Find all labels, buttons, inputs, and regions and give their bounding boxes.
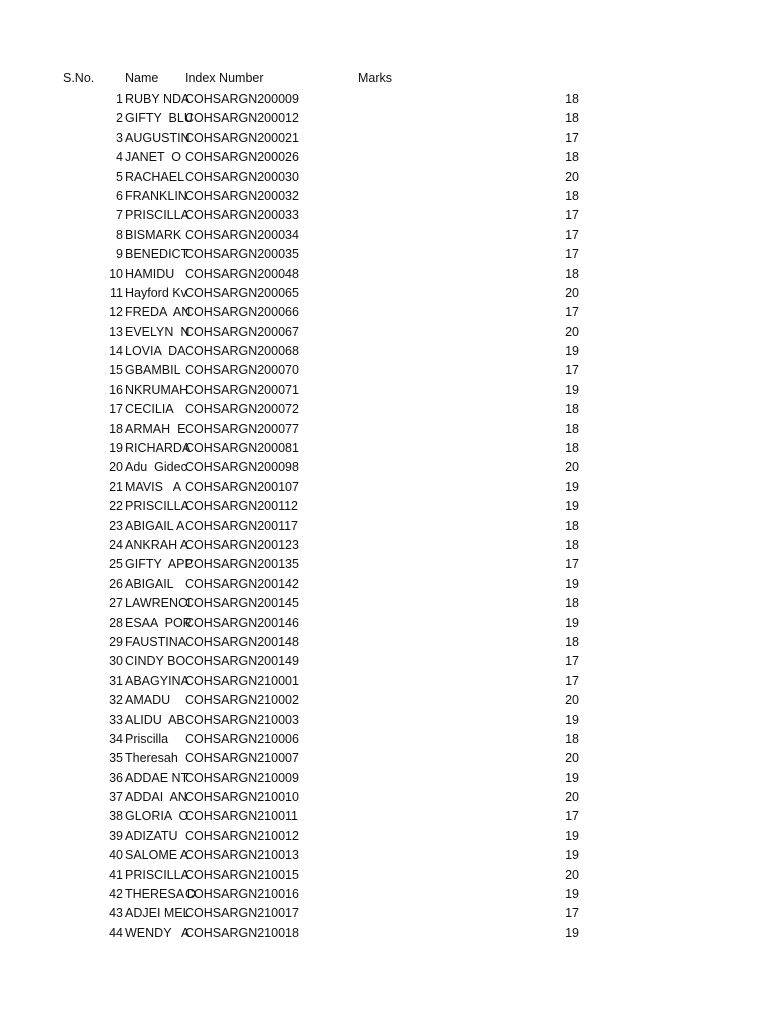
row-sno: 21 (109, 479, 123, 494)
table-row (0, 90, 768, 109)
table-row (0, 109, 768, 128)
row-sno: 41 (109, 867, 123, 882)
table-row (0, 342, 768, 361)
row-index-number: COHSARGN210002 (185, 693, 299, 708)
row-marks: 18 (565, 188, 579, 203)
row-marks: 17 (565, 809, 579, 824)
row-index-number: COHSARGN200098 (185, 460, 299, 475)
table-row (0, 303, 768, 322)
row-name: SALOME A (125, 848, 189, 863)
table-row (0, 206, 768, 225)
table-row (0, 323, 768, 342)
table-row (0, 517, 768, 536)
row-name: LAWRENCI (125, 596, 191, 611)
row-index-number: COHSARGN200032 (185, 188, 299, 203)
row-index-number: COHSARGN200135 (185, 557, 299, 572)
table-row (0, 846, 768, 865)
row-sno: 24 (109, 537, 123, 552)
row-sno: 15 (109, 363, 123, 378)
row-marks: 20 (565, 751, 579, 766)
row-sno: 30 (109, 654, 123, 669)
row-name: Adu Gidec (125, 460, 187, 475)
row-sno: 29 (109, 634, 123, 649)
table-row (0, 691, 768, 710)
row-sno: 35 (109, 751, 123, 766)
row-name: AUGUSTIN (125, 130, 190, 145)
row-name: AMADU (125, 693, 171, 708)
table-row (0, 187, 768, 206)
row-sno: 37 (109, 790, 123, 805)
row-name: GIFTY BLU (125, 111, 193, 126)
table-row (0, 885, 768, 904)
row-name: MAVIS A (125, 479, 182, 494)
table-row (0, 129, 768, 148)
row-name: ADDAE NT (125, 770, 189, 785)
row-index-number: COHSARGN200009 (185, 92, 299, 106)
table-row (0, 652, 768, 671)
row-marks: 19 (565, 848, 579, 863)
table-row (0, 226, 768, 245)
row-index-number: COHSARGN210011 (185, 809, 299, 824)
row-marks: 20 (565, 460, 579, 475)
row-index-number: COHSARGN200071 (185, 382, 299, 397)
row-sno: 4 (116, 150, 123, 165)
row-index-number: COHSARGN210010 (185, 790, 299, 805)
row-sno: 9 (116, 247, 123, 262)
table-row (0, 361, 768, 380)
row-sno: 33 (109, 712, 123, 727)
row-marks: 17 (565, 557, 579, 572)
row-sno: 42 (109, 887, 123, 902)
row-name: GLORIA O (125, 809, 189, 824)
row-sno: 43 (109, 906, 123, 921)
row-marks: 19 (565, 828, 579, 843)
row-marks: 17 (565, 130, 579, 145)
table-row (0, 924, 768, 943)
row-index-number: COHSARGN200145 (185, 596, 299, 611)
row-sno: 5 (116, 169, 123, 184)
row-sno: 16 (109, 382, 123, 397)
row-index-number: COHSARGN210012 (185, 828, 299, 843)
table-row (0, 381, 768, 400)
row-sno: 28 (109, 615, 123, 630)
row-name: ALIDU AB (125, 712, 185, 727)
row-name: WENDY A (125, 925, 190, 940)
row-marks: 20 (565, 693, 579, 708)
row-name: ADJEI MEL (125, 906, 190, 921)
table-row (0, 168, 768, 187)
row-index-number: COHSARGN200065 (185, 285, 299, 300)
header-marks: Marks (358, 71, 393, 85)
row-marks: 20 (565, 790, 579, 805)
row-sno: 38 (109, 809, 123, 824)
row-index-number: COHSARGN210013 (185, 848, 299, 863)
row-name: THERESA D (125, 887, 196, 902)
row-name: PRISCILLA (125, 867, 189, 882)
row-index-number: COHSARGN200070 (185, 363, 299, 378)
row-name: ADDAI AN (125, 790, 187, 805)
row-index-number: COHSARGN200148 (185, 634, 299, 649)
row-name: PRISCILLA (125, 208, 189, 223)
row-marks: 19 (565, 576, 579, 591)
row-marks: 18 (565, 92, 579, 106)
row-index-number: COHSARGN200149 (185, 654, 299, 669)
row-name: RUBY NDA (125, 92, 190, 106)
row-sno: 14 (109, 344, 123, 359)
row-sno: 27 (109, 596, 123, 611)
table-row (0, 265, 768, 284)
row-marks: 17 (565, 673, 579, 688)
row-sno: 31 (109, 673, 123, 688)
table-row (0, 420, 768, 439)
row-marks: 19 (565, 712, 579, 727)
row-index-number: COHSARGN200107 (185, 479, 299, 494)
row-sno: 44 (109, 925, 123, 940)
table-row (0, 536, 768, 555)
row-marks: 20 (565, 285, 579, 300)
row-name: PRISCILLA (125, 499, 189, 514)
row-index-number: COHSARGN210006 (185, 731, 299, 746)
row-name: GBAMBIL (125, 363, 181, 378)
row-sno: 2 (116, 111, 123, 126)
row-name: ADIZATU (125, 828, 178, 843)
table-row (0, 866, 768, 885)
row-name: Hayford Kv (125, 285, 187, 300)
row-sno: 6 (116, 188, 123, 203)
row-marks: 18 (565, 731, 579, 746)
row-sno: 40 (109, 848, 123, 863)
row-sno: 26 (109, 576, 123, 591)
row-sno: 8 (116, 227, 123, 242)
row-name: JANET O (125, 150, 182, 165)
row-index-number: COHSARGN200068 (185, 344, 299, 359)
row-sno: 19 (109, 441, 123, 456)
table-row (0, 769, 768, 788)
row-index-number: COHSARGN210001 (185, 673, 299, 688)
row-sno: 1 (116, 92, 123, 106)
row-name: HAMIDU (125, 266, 175, 281)
row-index-number: COHSARGN210018 (185, 925, 299, 940)
row-index-number: COHSARGN200066 (185, 305, 299, 320)
row-marks: 18 (565, 596, 579, 611)
row-sno: 7 (116, 208, 123, 223)
row-marks: 17 (565, 247, 579, 262)
row-sno: 32 (109, 693, 123, 708)
table-row (0, 749, 768, 768)
row-name: ESAA POR (125, 615, 192, 630)
row-marks: 19 (565, 344, 579, 359)
table-row (0, 575, 768, 594)
header-row (0, 71, 768, 89)
row-marks: 17 (565, 654, 579, 669)
row-marks: 19 (565, 499, 579, 514)
row-index-number: COHSARGN200034 (185, 227, 299, 242)
row-name: LOVIA DA (125, 344, 186, 359)
row-name: ARMAH E (125, 421, 186, 436)
row-name: FREDA AN (125, 305, 191, 320)
table-row (0, 594, 768, 613)
row-index-number: COHSARGN210003 (185, 712, 299, 727)
row-name: RICHARDA (125, 441, 191, 456)
student-rows (0, 90, 768, 943)
row-marks: 19 (565, 925, 579, 940)
row-index-number: COHSARGN200072 (185, 402, 299, 417)
table-row (0, 827, 768, 846)
row-sno: 22 (109, 499, 123, 514)
row-marks: 18 (565, 537, 579, 552)
row-name: GIFTY APP (125, 557, 193, 572)
row-marks: 18 (565, 634, 579, 649)
row-index-number: COHSARGN210009 (185, 770, 299, 785)
row-index-number: COHSARGN200021 (185, 130, 299, 145)
row-index-number: COHSARGN200081 (185, 441, 299, 456)
row-marks: 19 (565, 770, 579, 785)
row-sno: 23 (109, 518, 123, 533)
row-index-number: COHSARGN200146 (185, 615, 299, 630)
row-sno: 34 (109, 731, 123, 746)
row-name: EVELYN N (125, 324, 190, 339)
row-index-number: COHSARGN200142 (185, 576, 299, 591)
table-row (0, 633, 768, 652)
row-name: RACHAEL (125, 169, 185, 184)
row-name: Priscilla (125, 731, 169, 746)
row-sno: 25 (109, 557, 123, 572)
row-index-number: COHSARGN210007 (185, 751, 299, 766)
table-row (0, 148, 768, 167)
row-marks: 19 (565, 479, 579, 494)
row-marks: 19 (565, 382, 579, 397)
row-name: ABAGYINA (125, 673, 189, 688)
row-marks: 18 (565, 266, 579, 281)
row-name: Theresah (125, 751, 178, 766)
row-marks: 18 (565, 421, 579, 436)
row-name: ABIGAIL A (125, 518, 185, 533)
row-index-number: COHSARGN200117 (185, 518, 299, 533)
row-name: ANKRAH A (125, 537, 189, 552)
row-index-number: COHSARGN210015 (185, 867, 299, 882)
table-row (0, 400, 768, 419)
table-row (0, 284, 768, 303)
row-marks: 20 (565, 867, 579, 882)
table-row (0, 555, 768, 574)
row-index-number: COHSARGN200112 (185, 499, 299, 514)
header-name: Name (125, 71, 159, 85)
row-name: ABIGAIL (125, 576, 174, 591)
row-name: BISMARK (125, 227, 182, 242)
row-marks: 18 (565, 402, 579, 417)
header-sno: S.No. (63, 71, 95, 85)
row-sno: 3 (116, 130, 123, 145)
table-row (0, 672, 768, 691)
row-marks: 19 (565, 887, 579, 902)
row-marks: 19 (565, 615, 579, 630)
table-row (0, 245, 768, 264)
row-marks: 17 (565, 363, 579, 378)
row-index-number: COHSARGN200026 (185, 150, 299, 165)
row-sno: 10 (109, 266, 123, 281)
row-name: FRANKLIN (125, 188, 187, 203)
row-index-number: COHSARGN200035 (185, 247, 299, 262)
row-sno: 11 (110, 285, 123, 300)
table-row (0, 478, 768, 497)
row-sno: 20 (109, 460, 123, 475)
row-name: CINDY BO (125, 654, 186, 669)
row-index-number: COHSARGN210016 (185, 887, 299, 902)
row-index-number: COHSARGN200067 (185, 324, 299, 339)
row-marks: 20 (565, 324, 579, 339)
row-index-number: COHSARGN200033 (185, 208, 299, 223)
row-marks: 17 (565, 208, 579, 223)
row-sno: 12 (109, 305, 123, 320)
row-index-number: COHSARGN200077 (185, 421, 299, 436)
row-index-number: COHSARGN200012 (185, 111, 299, 126)
row-index-number: COHSARGN210017 (185, 906, 299, 921)
table-row (0, 439, 768, 458)
table-row (0, 904, 768, 923)
row-sno: 36 (109, 770, 123, 785)
row-name: NKRUMAH (125, 382, 189, 397)
table-row (0, 614, 768, 633)
row-marks: 17 (565, 227, 579, 242)
row-marks: 20 (565, 169, 579, 184)
row-marks: 18 (565, 150, 579, 165)
row-sno: 18 (109, 421, 123, 436)
table-row (0, 497, 768, 516)
row-marks: 17 (565, 305, 579, 320)
row-name: CECILIA (125, 402, 174, 417)
row-marks: 17 (565, 906, 579, 921)
row-marks: 18 (565, 441, 579, 456)
row-name: BENEDICT (125, 247, 189, 262)
row-sno: 13 (109, 324, 123, 339)
header-index-number: Index Number (185, 71, 264, 85)
row-marks: 18 (565, 518, 579, 533)
table-row (0, 807, 768, 826)
table-row (0, 458, 768, 477)
row-sno: 39 (109, 828, 123, 843)
table-row (0, 788, 768, 807)
table-row (0, 711, 768, 730)
table-row (0, 730, 768, 749)
row-sno: 17 (109, 402, 123, 417)
row-marks: 18 (565, 111, 579, 126)
row-index-number: COHSARGN200030 (185, 169, 299, 184)
row-index-number: COHSARGN200048 (185, 266, 299, 281)
row-index-number: COHSARGN200123 (185, 537, 299, 552)
row-name: FAUSTINA (125, 634, 187, 649)
